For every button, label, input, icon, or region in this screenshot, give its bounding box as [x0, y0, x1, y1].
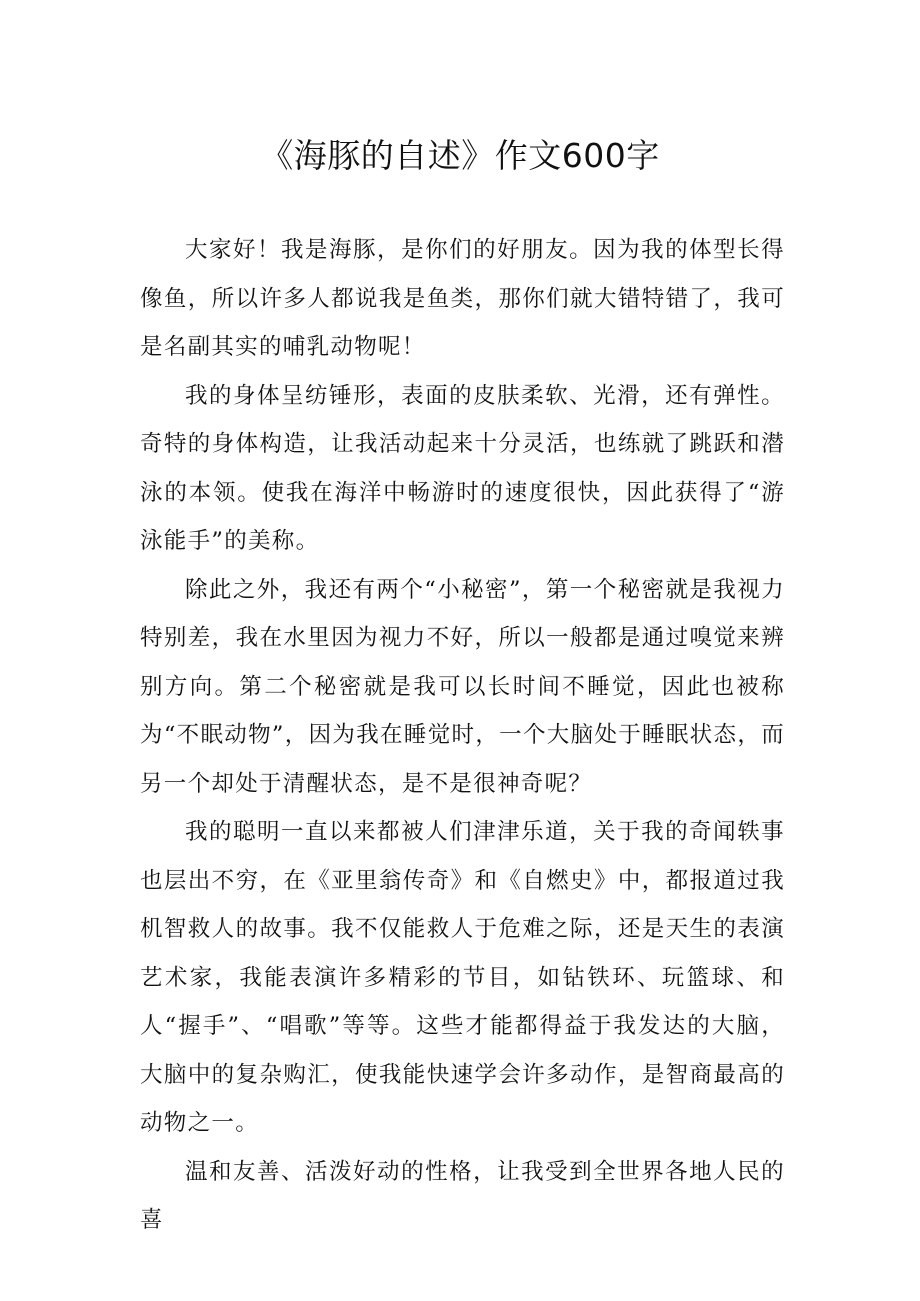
document-body [140, 226, 785, 1245]
document-title: 《海豚的自述》作文600字 [260, 136, 660, 175]
paragraph: 温和友善、活泼好动的性格，让我受到全世界各地人民的喜 [140, 1158, 785, 1233]
paragraph: 大家好！我是海豚，是你们的好朋友。因为我的体型长得像鱼，所以许多人都说我是鱼类，那你们就大错特错了，我可是名副其实的哺乳动物呢！ [140, 237, 785, 360]
paragraph: 我的聪明一直以来都被人们津津乐道，关于我的奇闻轶事也层出不穷，在《亚里翁传奇》和《自燃史》中，都报道过我机智救人的故事。我不仅能救人于危难之际，还是天生的表演艺术家，我能表演许多精彩的节目，如钻铁环、玩篮球、和人“握手”、“唱歌”等等。这些才能都得益于我发达的大脑，大脑中的复杂购汇，使我能快速学会许多动作，是智商最高的动物之一。 [140, 819, 785, 1136]
paragraph: 我的身体呈纺锤形，表面的皮肤柔软、光滑，还有弹性。奇特的身体构造，让我活动起来十分灵活，也练就了跳跃和潜泳的本领。使我在海洋中畅游时的速度很快，因此获得了“游泳能手”的美称。 [140, 382, 785, 554]
paragraph: 除此之外，我还有两个“小秘密”，第一个秘密就是我视力特别差，我在水里因为视力不好，所以一般都是通过嗅觉来辨别方向。第二个秘密就是我可以长时间不睡觉，因此也被称为“不眠动物”，因为我在睡觉时，一个大脑处于睡眠状态，而另一个却处于清醒状态，是不是很神奇呢？ [140, 576, 785, 797]
